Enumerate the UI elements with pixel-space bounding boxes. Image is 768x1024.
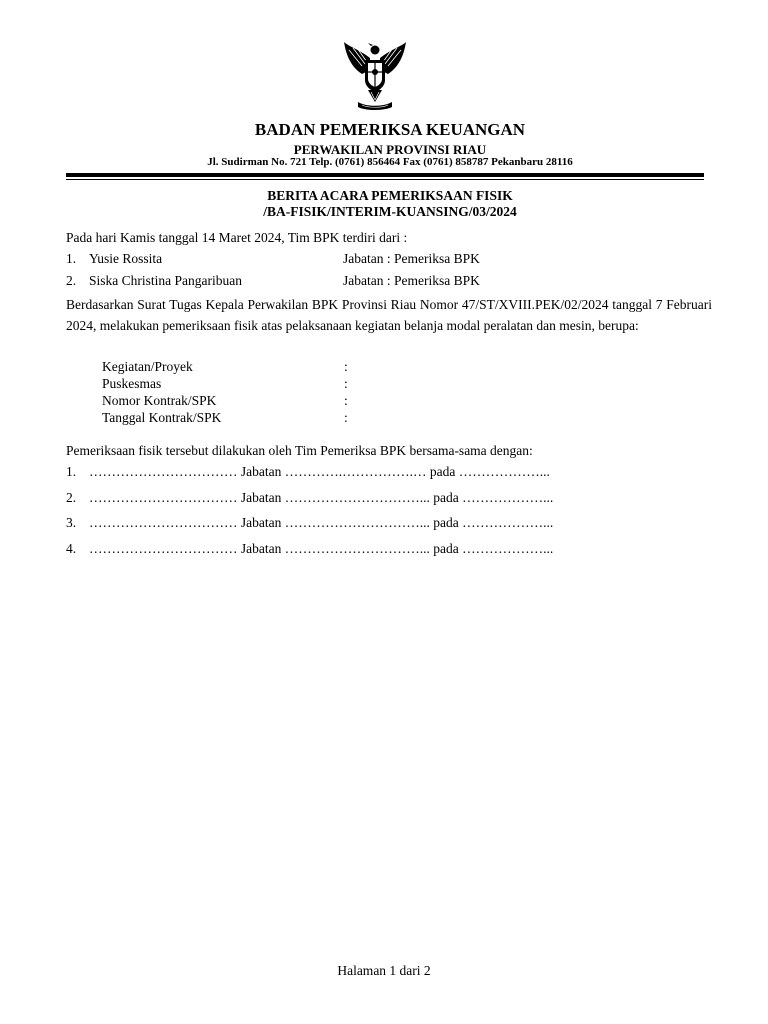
- witness-row: [66, 515, 706, 533]
- field-colon: :: [344, 376, 348, 391]
- witness-number: 4.: [66, 541, 77, 556]
- witness-blank-line: …………………………… Jabatan ………….…………….… pada ………………...: [89, 464, 550, 479]
- org-address: Jl. Sudirman No. 721 Telp. (0761) 856464 Fax (0761) 858787 Pekanbaru 28116: [207, 156, 573, 168]
- letterhead-rule-thick: [66, 173, 704, 177]
- witness-intro-text: Pemeriksaan fisik tersebut dilakukan oleh Tim Pemeriksa BPK bersama-sama dengan:: [66, 443, 533, 458]
- team-member-number: 2.: [66, 273, 77, 288]
- witness-row: [66, 541, 706, 559]
- field-label: Tanggal Kontrak/SPK: [102, 410, 222, 425]
- witness-row: [66, 490, 706, 508]
- witness-number: 1.: [66, 464, 77, 479]
- document-number: /BA-FISIK/INTERIM-KUANSING/03/2024: [263, 204, 517, 219]
- document-title: BERITA ACARA PEMERIKSAAN FISIK: [267, 188, 513, 203]
- field-colon: :: [344, 393, 348, 408]
- witness-blank-line: …………………………… Jabatan …………………………... pada ………………...: [89, 515, 554, 530]
- org-name: BADAN PEMERIKSA KEUANGAN: [254, 120, 526, 139]
- field-label: Nomor Kontrak/SPK: [102, 393, 217, 408]
- garuda-emblem-icon: [340, 40, 410, 112]
- intro-text: Pada hari Kamis tanggal 14 Maret 2024, Tim BPK terdiri dari :: [66, 230, 408, 245]
- witness-number: 3.: [66, 515, 77, 530]
- team-member-role: Jabatan : Pemeriksa BPK: [343, 273, 480, 288]
- field-colon: :: [344, 410, 348, 425]
- field-row: [102, 410, 402, 427]
- team-member-row: [66, 273, 706, 291]
- letterhead-rule-thin: [66, 179, 704, 180]
- team-member-row: [66, 251, 706, 269]
- witness-number: 2.: [66, 490, 77, 505]
- assignment-paragraph: Berdasarkan Surat Tugas Kepala Perwakilan BPK Provinsi Riau Nomor 47/ST/XVIII.PEK/02/2024 tanggal 7 Februari 2024, melakukan pemeriksaan fisik atas pelaksanaan kegiatan belanja modal peralatan dan mesin, berupa:: [66, 297, 712, 333]
- field-row: [102, 359, 402, 376]
- team-member-role: Jabatan : Pemeriksa BPK: [343, 251, 480, 266]
- witness-blank-line: …………………………… Jabatan …………………………... pada ………………...: [89, 490, 554, 505]
- witness-row: [66, 464, 706, 482]
- org-branch: PERWAKILAN PROVINSI RIAU: [293, 142, 487, 157]
- field-label: Puskesmas: [102, 376, 162, 391]
- page-number-footer: Halaman 1 dari 2: [337, 963, 431, 978]
- field-row: [102, 376, 402, 393]
- witness-blank-line: …………………………… Jabatan …………………………... pada ………………...: [89, 541, 554, 556]
- team-member-number: 1.: [66, 251, 77, 266]
- team-member-name: Yusie Rossita: [89, 251, 163, 266]
- field-row: [102, 393, 402, 410]
- field-label: Kegiatan/Proyek: [102, 359, 193, 374]
- field-colon: :: [344, 359, 348, 374]
- team-member-name: Siska Christina Pangaribuan: [89, 273, 242, 288]
